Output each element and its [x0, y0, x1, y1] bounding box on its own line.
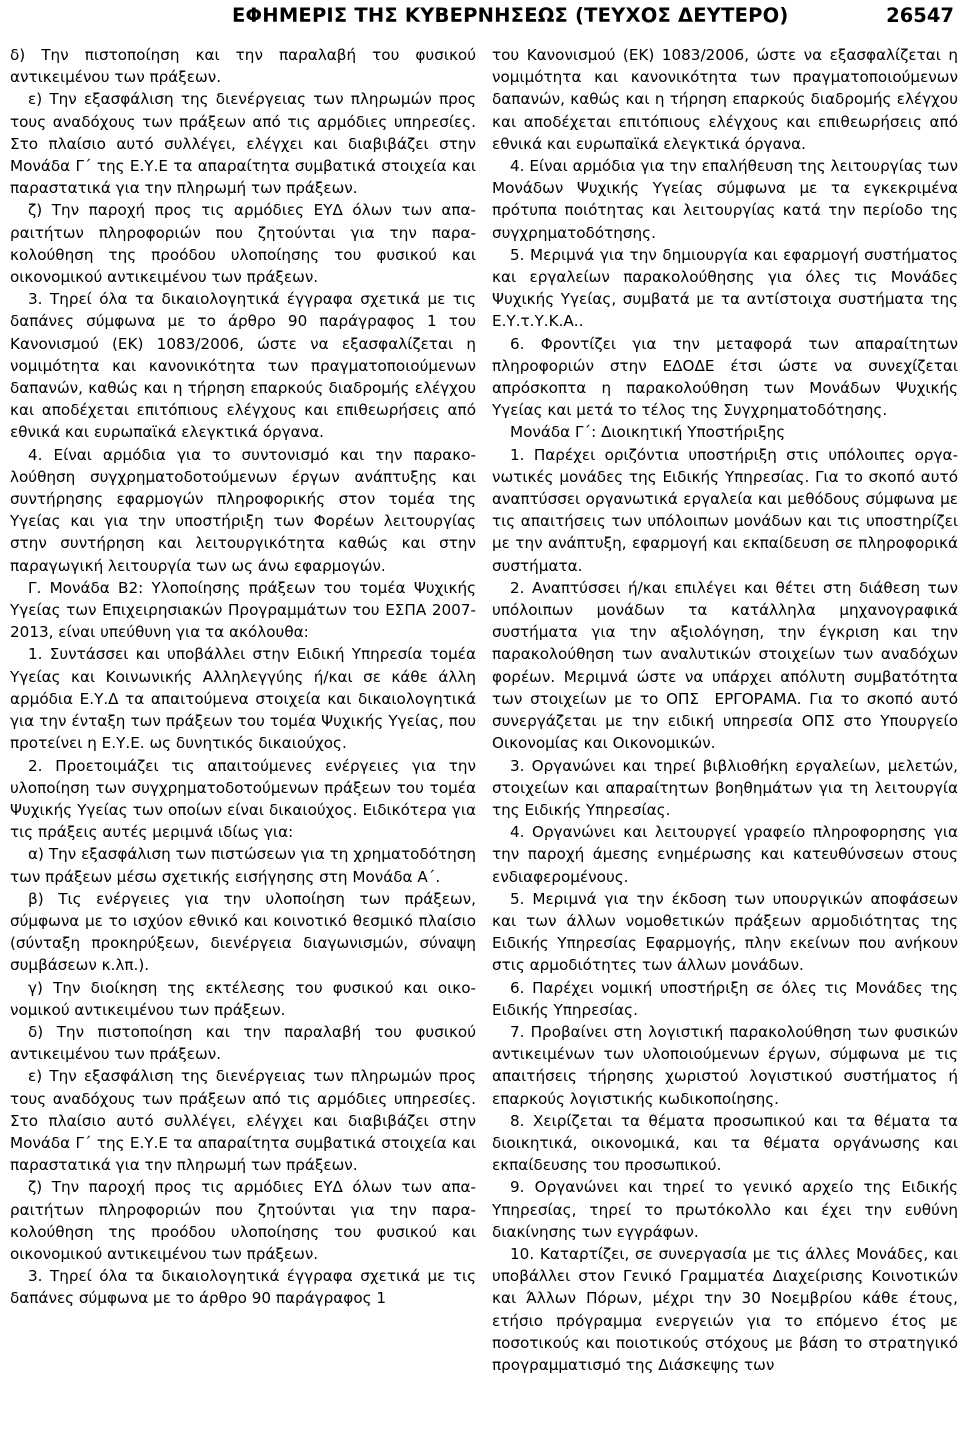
paragraph: 4. Είναι αρμόδια για το συντονισμό και την παρακολούθηση συγχρηματοδοτούμενων έργων ανάπτυξης και συντήρησης εφαρμογών πληροφορικής στον τομέα της Υγείας και για την υποστήριξη των Φορέων λειτουργίας στην συντήρηση και λειτουργικότητα καθώς και στην παραγωγική λειτουργία των ως άνω εφαρμογών. [10, 445, 476, 575]
paragraph: α) Την εξασφάλιση των πιστώσεων για τη χρηματοδότηση των πράξεων μέσω σχετικής εισήγησης στη Μονάδα Α΄. [10, 845, 476, 886]
paragraph: 9. Οργανώνει και τηρεί το γενικό αρχείο της Ειδικής Υπηρεσίας, τηρεί το πρωτόκολλο και έχει την ευθύνη διακίνησης των εγγράφων. [492, 1178, 958, 1241]
paragraph: ζ) Την παροχή προς τις αρμόδιες ΕΥΔ όλων των απαραιτήτων πληροφοριών που ζητούνται για την παρακολούθηση της προόδου υλοποίησης του φυσικού και οικονομικού αντικειμένου των πράξεων. [10, 1178, 476, 1263]
paragraph: 4. Είναι αρμόδια για την επαλήθευση της λειτουργίας των Μονάδων Ψυχικής Υγείας σύμφωνα με τα εγκεκριμένα πρότυπα ποιότητας και λειτουργίας κατά την περίοδο της συγχρηματοδότησης. [492, 157, 958, 242]
page-header [0, 4, 960, 30]
paragraph: 6. Παρέχει νομική υποστήριξη σε όλες τις Μονάδες της Ειδικής Υπηρεσίας. [492, 978, 958, 1019]
paragraph: δ) Την πιστοποίηση και την παραλαβή του φυσικού αντικειμένου των πράξεων. [10, 46, 476, 87]
paragraph: 6. Φροντίζει για την μεταφορά των απαραίτητων πληροφοριών στην ΕΔΟΔΕ έτσι ώστε να συνεχίζεται απρόσκοπτα η παρακολούθηση των Μονάδων Ψυχικής Υγείας και μετά το τέλος της Συγχρηματοδότησης. [492, 334, 958, 420]
paragraph: β) Τις ενέργειες για την υλοποίηση των πράξεων, σύμφωνα με το ισχύον εθνικό και κοινοτικό θεσμικό πλαίσιο (σύνταξη προκηρύξεων, διενέργεια διαγωνισμών, σύναψη συμβάσεων κ.λπ.). [10, 889, 476, 975]
paragraph: 2. Αναπτύσσει ή/και επιλέγει και θέτει στη διάθεση των υπόλοιπων μονάδων τα κατάλληλα μηχανογραφικά συστήματα για την αξιολόγηση, την έγκριση και την παρακολούθηση των αναλυτικών στοιχείων των αναδόχων φορέων. Μεριμνά ώστε να υπάρχει απόλυτη συμβατότητα των στοιχείων με το ΟΠΣ ΕΡΓΟΡΑΜΑ. Για το σκοπό αυτό συνεργάζεται με την ειδική υπηρεσία ΟΠΣ στο Υπουργείο Οικονομίας και Οικονομικών. [492, 578, 958, 753]
paragraph: 8. Χειρίζεται τα θέματα προσωπικού και τα θέματα τα διοικητικά, οικονομικά, και τα θέματα οργάνωσης και εκπαίδευσης του προσωπικού. [492, 1111, 958, 1175]
paragraph: 4. Οργανώνει και λειτουργεί γραφείο πληροφορησης για την παροχή άμεσης ενημέρωσης και κατευθύνσεων στους ενδιαφερομένους. [492, 823, 958, 886]
page-number: 26547 [886, 4, 954, 27]
paragraph: 2. Προετοιμάζει τις απαιτούμενες ενέργειες για την υλοποίηση των συγχρηματοδοτούμενων πράξεων του τομέα Ψυχικής Υγείας των οποίων είναι δικαιούχος. Ειδικότερα για τις πράξεις αυτές μεριμνά ιδίως για: [10, 756, 476, 842]
paragraph: 1. Συντάσσει και υποβάλλει στην Ειδική Υπηρεσία τομέα Υγείας και Κοινωνικής Αλληλεγγύης ή/και σε κάθε άλλη αρμόδια Ε.Υ.Δ τα απαιτούμενα στοιχεία και δικαιολογητικά για την ένταξη των πράξεων του τομέα Ψυχικής Υγείας, που προτείνει η Ε.Υ.Ε. ως δυνητικός δικαιούχος. [10, 645, 476, 753]
paragraph: γ) Την διοίκηση της εκτέλεσης του φυσικού και οικονομικού αντικειμένου των πράξεων. [10, 978, 476, 1019]
paragraph: 1. Παρέχει οριζόντια υποστήριξη στις υπόλοιπες οργανωτικές μονάδες της Ειδικής Υπηρεσίας. Για το σκοπό αυτό αναπτύσσει οργανωτικά εργαλεία και μεθόδους σύμφωνα με τις απαιτήσεις των υπόλοιπων μονάδων και τις υποστηρίζει με την ανάπτυξη, εφαρμογή και εκπαίδευση σε πληροφορικά συστήματα. [492, 445, 958, 575]
paragraph: ε) Την εξασφάλιση της διενέργειας των πληρωμών προς τους αναδόχους των πράξεων από τις αρμόδιες υπηρεσίες. Στο πλαίσιο αυτό συλλέγει, ελέγχει και διαβιβάζει στην Μονάδα Γ΄ της Ε.Υ.Ε τα απαραίτητα συμβατικά στοιχεία και παραστατικά για την πληρωμή των πράξεων. [10, 1067, 476, 1175]
paragraph: 7. Προβαίνει στη λογιστική παρακολούθηση των φυσικών αντικειμένων των υλοποιούμενων έργων, σύμφωνα με τις απαιτήσεις τήρησης χωριστού λογιστικού συστήματος ή επαρκούς λογιστικής κωδικοποίησης. [492, 1022, 958, 1108]
paragraph: 3. Τηρεί όλα τα δικαιολογητικά έγγραφα σχετικά με τις δαπάνες σύμφωνα με το άρθρο 90 παράγραφος 1 [10, 1267, 476, 1308]
paragraph: ε) Την εξασφάλιση της διενέργειας των πληρωμών προς τους αναδόχους των πράξεων από τις αρμόδιες υπηρεσίες. Στο πλαίσιο αυτό συλλέγει, ελέγχει και διαβιβάζει στην Μονάδα Γ΄ της Ε.Υ.Ε τα απαραίτητα συμβατικά στοιχεία και παραστατικά για την πληρωμή των πράξεων. [10, 90, 476, 198]
paragraph: ζ) Την παροχή προς τις αρμόδιες ΕΥΔ όλων των απαραιτήτων πληροφοριών που ζητούνται για την παρακολούθηση της προόδου υλοποίησης του φυσικού και οικονομικού αντικειμένου των πράξεων. [10, 201, 476, 287]
paragraph: 10. Καταρτίζει, σε συνεργασία με τις άλλες Μονάδες, και υποβάλλει στον Γενικό Γραμματέα Διαχείρισης Κοινοτικών και Άλλων Πόρων, μέχρι την 30 Νοεμβρίου κάθε έτους, ετήσιο πρόγραμμα ενεργειών για το επόμενο έτος με ποσοτικούς και ποιοτικούς στόχους με βάση το στρατηγικό προγραμματισμό της Διάσκεψης των [492, 1244, 958, 1374]
gazette-title: ΕΦΗΜΕΡΙΣ ΤΗΣ ΚΥΒΕΡΝΗΣΕΩΣ (ΤΕΥΧΟΣ ΔΕΥΤΕΡΟ) [232, 4, 789, 27]
paragraph: Γ. Μονάδα Β2: Υλοποίησης πράξεων του τομέα Ψυχικής Υγείας των Επιχειρησιακών Προγραμμάτων του ΕΣΠΑ 20072013, είναι υπεύθυνη για τα ακόλουθα: [10, 578, 476, 642]
paragraph: 5. Μεριμνά για την δημιουργία και εφαρμογή συστήματος και εργαλείων παρακολούθησης για όλες τις Μονάδες Ψυχικής Υγείας, συμβατά με τα αντίστοιχα συστήματα της Ε.Υ.τ.Υ.Κ.Α.. [492, 245, 958, 331]
left-column [10, 44, 476, 1310]
right-column [492, 44, 958, 1376]
paragraph: 5. Μεριμνά για την έκδοση των υπουργικών αποφάσεων και των άλλων νομοθετικών πράξεων αρμοδιότητας της Ειδικής Υπηρεσίας Εφαρμογής, πλην εκείνων που ανήκουν στις αρμοδιότητες των άλλων μονάδων. [492, 889, 958, 975]
paragraph: 3. Τηρεί όλα τα δικαιολογητικά έγγραφα σχετικά με τις δαπάνες σύμφωνα με το άρθρο 90 παράγραφος 1 του Κανονισμού (ΕΚ) 1083/2006, ώστε να εξασφαλίζεται η νομιμότητα και κανονικότητα των πραγματοποιούμενων δαπανών, καθώς και η τήρηση επαρκούς διαδρομής ελέγχου και αποδέχεται επιτόπιους ελέγχους και επιθεωρήσεις από εθνικά και ευρωπαϊκά ελεγκτικά όργανα. [10, 290, 476, 442]
paragraph: του Κανονισμού (ΕΚ) 1083/2006, ώστε να εξασφαλίζεται η νομιμότητα και κανονικότητα των πραγματοποιούμενων δαπανών, καθώς και η τήρηση επαρκούς διαδρομής ελέγχου και αποδέχεται επιτόπιους ελέγχους και επιθεωρήσεις από εθνικά και ευρωπαϊκά ελεγκτικά όργανα. [492, 46, 958, 153]
paragraph: Μονάδα Γ΄: Διοικητική Υποστήριξης [510, 423, 786, 442]
paragraph: 3. Οργανώνει και τηρεί βιβλιοθήκη εργαλείων, μελετών, στοιχείων και απαραίτητων βοηθημάτων για τη λειτουργία της Ειδικής Υπηρεσίας. [492, 756, 958, 819]
paragraph: δ) Την πιστοποίηση και την παραλαβή του φυσικού αντικειμένου των πράξεων. [10, 1022, 476, 1064]
